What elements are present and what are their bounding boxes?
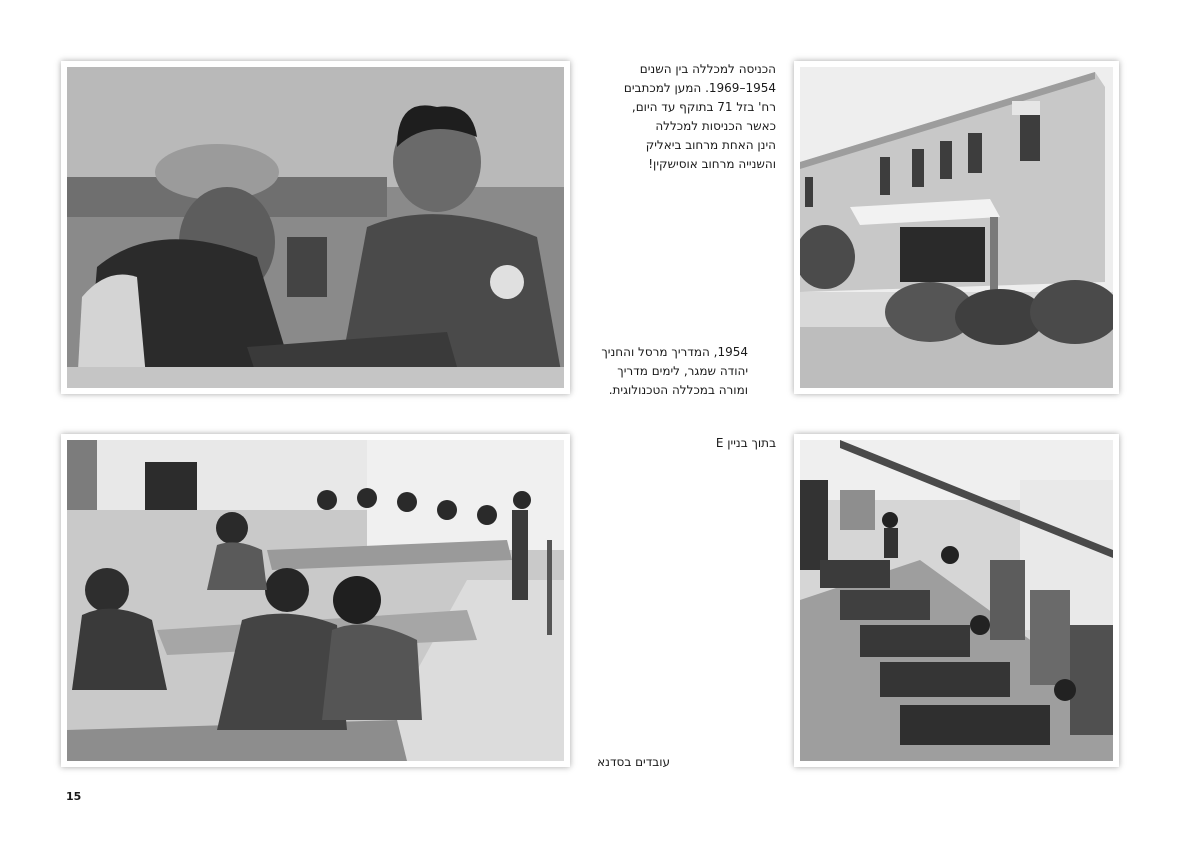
instructor-photo-frame [61, 61, 570, 394]
page-number: 15 [66, 790, 82, 803]
entrance-caption: הכניסה למכללה בין השנים 1954–1969. המען למכתבים רח' בזל 71 בתוקף עד היום, כאשר הכניסות למכללה הינן האחת מרחוב ביאליק והשנייה מרחוב אוסישקין! [623, 62, 776, 171]
building-photo-frame [794, 61, 1119, 394]
building-e-photo-frame [794, 434, 1119, 767]
college-building-photo [800, 67, 1113, 388]
workshop-photo-frame [61, 434, 570, 767]
building-e-lathes-photo [800, 440, 1113, 761]
instructor-and-trainee-photo [67, 67, 564, 388]
workshop-caption: עובדים בסדנא [597, 755, 670, 769]
instructor-caption: 1954, המדריך מרסל והחניך יהודה שמגר, לימים מדריך ומורה במכללה הטכנולוגית. [601, 345, 748, 397]
building-e-caption: בתוך בניין E [715, 436, 776, 450]
workshop-students-photo [67, 440, 564, 761]
